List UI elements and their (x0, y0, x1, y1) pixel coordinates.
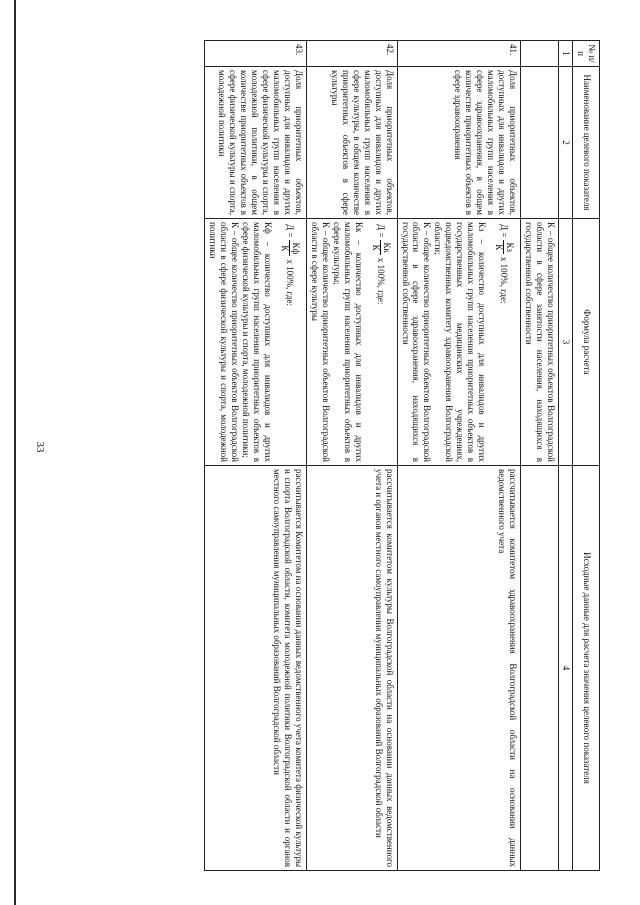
indicator-name: Доля приоритетных объектов, доступных для инвалидов и других маломобильных групп населения в сфере физической культуры и спорта, молодежной политики, в общем количестве приоритетных объектов в сфере физической культуры и спорта, молодежной политики (205, 67, 307, 219)
scan-edge-line (14, 0, 16, 905)
formula-definition: Кк – количество доступных для инвалидов и других маломобильных групп населения приоритетных объектов в сфере культуры; (331, 222, 364, 462)
formula-rhs: х 100%, где: (499, 256, 510, 304)
header-formula: Формула расчета (573, 219, 600, 466)
formula-definition: К – общее количество приоритетных объектов Волгоградской области в сфере физической культуры и спорта, молодежной политики (208, 222, 241, 462)
column-number: 3 (559, 219, 573, 466)
formula-numerator: Кз (505, 242, 516, 252)
formula-denominator: К (370, 244, 381, 251)
formula (493, 224, 514, 462)
formula-denominator: К (280, 245, 291, 252)
formula-cell (306, 219, 397, 466)
indicator-name: Доля приоритетных объектов, доступных для инвалидов и других маломобильных групп населения в сфере культуры, в общем количестве приоритетных объектов в сфере культуры (306, 67, 397, 219)
formula-fraction (370, 240, 391, 254)
formula-definition: К – общее количество приоритетных объектов Волгоградской области в сфере здравоохранения, находящихся в государственной собственности (400, 222, 433, 462)
formula-cell (205, 219, 307, 466)
formula-lhs: Д = (375, 224, 386, 238)
data-source: рассчитывается комитетом здравоохранения Волгоградской области на основании данных ведомственного учета (397, 466, 521, 871)
formula-note: К – общее количество приоритетных объектов Волгоградской области в сфере занятости населения, находящихся в государственной собственности (521, 219, 559, 466)
formula-lhs: Д = (285, 224, 296, 238)
header-row (573, 41, 600, 871)
row-number: 43. (205, 41, 307, 67)
formula-denominator: К (494, 244, 505, 251)
formula-definition: Кф – количество доступных для инвалидов и других маломобильных групп населения приоритетных объектов в сфере физической культуры и спорта, молодежной политики; (241, 222, 274, 462)
formula-definition: Кз – количество доступных для инвалидов и других маломобильных групп населения приоритетных объектов в государственных медицинских учреждениях, подведомственных комитету здравоохранения Волгоградской области; (433, 222, 488, 462)
header-source: Исходные данные для расчета значения целевого показателя (573, 466, 600, 871)
formula-numerator: Кк (381, 242, 392, 253)
formula (279, 224, 300, 462)
table-row-continuation (521, 41, 559, 871)
indicator-table (204, 40, 600, 871)
table-row (306, 41, 397, 871)
table-row (397, 41, 521, 871)
formula-fraction (279, 240, 300, 256)
column-number-row (559, 41, 573, 871)
formula-lhs: Д = (499, 224, 510, 238)
formula-definition: К – общее количество приоритетных объектов Волгоградской области в сфере культуры (309, 222, 331, 462)
formula-numerator: Кф (290, 242, 301, 255)
header-name: Наименование целевого показателя (573, 67, 600, 219)
formula (370, 224, 391, 462)
formula-rhs: х 100%, где: (375, 257, 386, 305)
formula-fraction (493, 240, 514, 253)
page-number: 33 (34, 441, 46, 453)
header-num: № п/п (573, 41, 600, 67)
formula-cell (397, 219, 521, 466)
indicator-name: Доля приоритетных объектов, доступных для инвалидов и других маломобильных групп населения в сфере здравоохранения, в общем количестве приоритетных объектов в сфере здравоохранения (397, 67, 521, 219)
column-number: 2 (559, 67, 573, 219)
data-source: рассчитывается комитетом культуры Волгоградской области на основании данных ведомственного учета и органов местного самоуправления муниципальных образований Волгоградской области (306, 466, 397, 871)
column-number: 4 (559, 466, 573, 871)
table-row (205, 41, 307, 871)
row-number: 41. (397, 41, 521, 67)
formula-rhs: х 100%, где: (285, 259, 296, 306)
row-number: 42. (306, 41, 397, 67)
rotated-page (120, 40, 600, 870)
data-source: рассчитывается Комитетом на основании данных ведомственного учета комитета физической культуры и спорта Волгоградской области, комитета молодежной политики Волгоградской области и органов местного самоуправления муниципальных образований Волгоградской области (205, 466, 307, 871)
column-number: 1 (559, 41, 573, 67)
